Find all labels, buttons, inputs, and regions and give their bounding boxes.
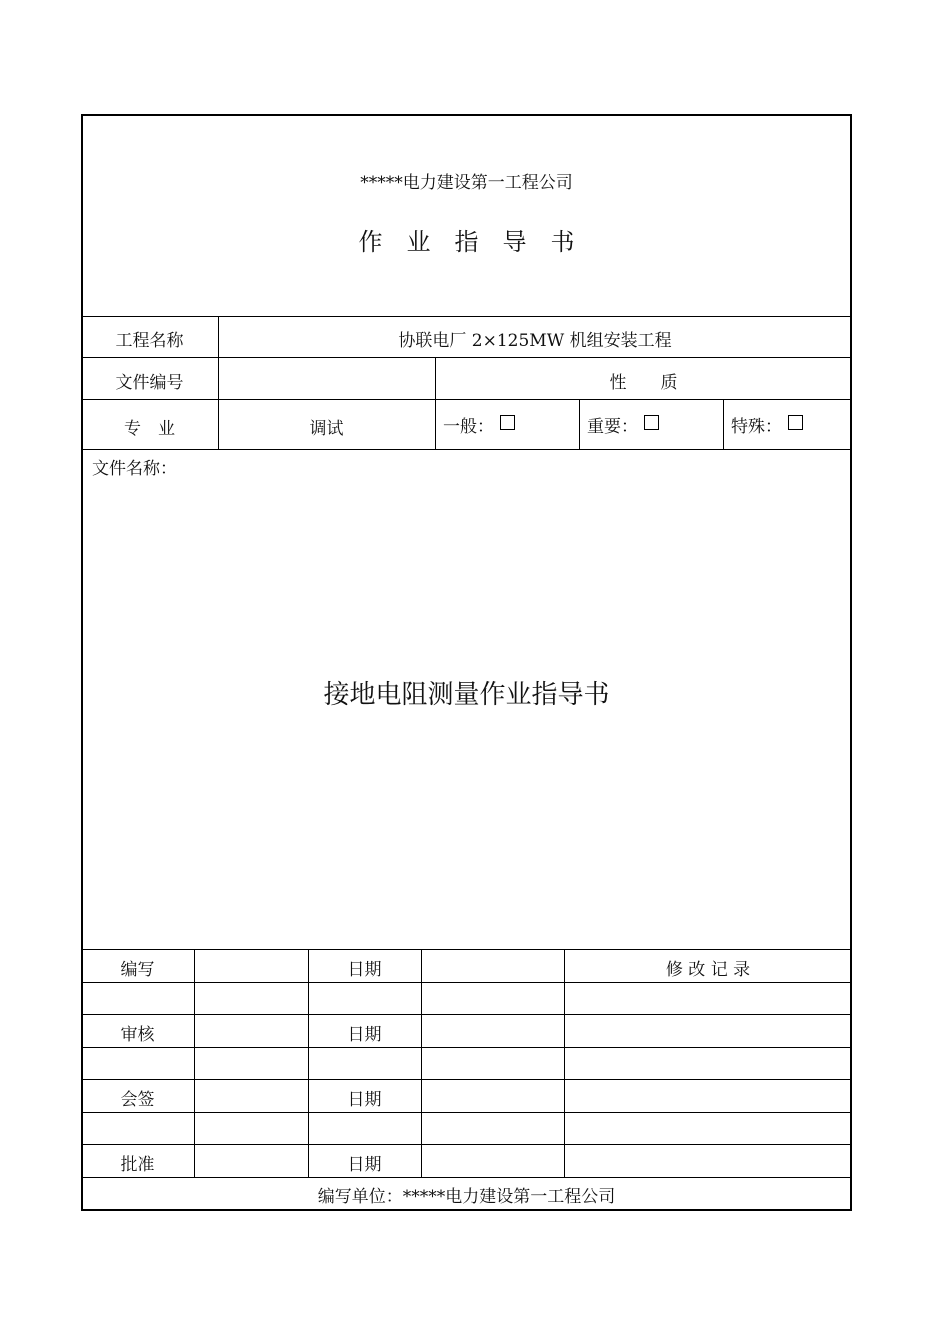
divider <box>81 316 852 317</box>
date-label: 日期 <box>347 1155 382 1175</box>
divider <box>194 949 195 1177</box>
important-checkbox[interactable] <box>644 415 659 430</box>
date-label: 日期 <box>347 1090 382 1110</box>
date-label: 日期 <box>347 960 382 980</box>
divider <box>81 1014 852 1015</box>
divider <box>723 399 724 449</box>
specialty-label: 专 业 <box>124 419 175 439</box>
divider <box>81 982 852 983</box>
special-checkbox[interactable] <box>788 415 803 430</box>
file-name-label: 文件名称： <box>92 459 177 479</box>
author-label: 编写 <box>120 960 155 980</box>
divider <box>81 1112 852 1113</box>
approver-label: 批准 <box>120 1155 155 1175</box>
option-important[interactable] <box>587 412 659 437</box>
divider <box>81 1047 852 1048</box>
divider <box>564 949 565 1177</box>
general-checkbox[interactable] <box>500 415 515 430</box>
company-name: *****电力建设第一工程公司 <box>360 173 573 193</box>
divider <box>421 949 422 1177</box>
file-number-label: 文件编号 <box>115 373 184 393</box>
divider <box>579 399 580 449</box>
revision-record-header: 修 改 记 录 <box>665 960 751 980</box>
divider <box>81 357 852 358</box>
divider <box>308 949 309 1177</box>
option-special-label: 特殊： <box>731 417 782 437</box>
option-special[interactable] <box>731 412 803 437</box>
divider <box>81 949 852 950</box>
option-important-label: 重要： <box>587 417 638 437</box>
compiling-unit: 编写单位：*****电力建设第一工程公司 <box>317 1187 616 1207</box>
specialty-value: 调试 <box>309 419 344 439</box>
document-type-title: 作 业 指 导 书 <box>358 228 575 256</box>
divider <box>81 1177 852 1178</box>
divider <box>81 399 852 400</box>
reviewer-label: 审核 <box>120 1025 155 1045</box>
divider <box>81 1079 852 1080</box>
file-title: 接地电阻测量作业指导书 <box>323 680 610 710</box>
divider <box>81 1144 852 1145</box>
project-name-value: 协联电厂 2×125MW 机组安装工程 <box>398 331 672 351</box>
option-general-label: 一般： <box>443 417 494 437</box>
nature-label: 性 质 <box>609 373 678 393</box>
date-label: 日期 <box>347 1025 382 1045</box>
countersign-label: 会签 <box>120 1090 155 1110</box>
option-general[interactable] <box>443 412 515 437</box>
divider <box>81 449 852 450</box>
project-name-label: 工程名称 <box>115 331 184 351</box>
